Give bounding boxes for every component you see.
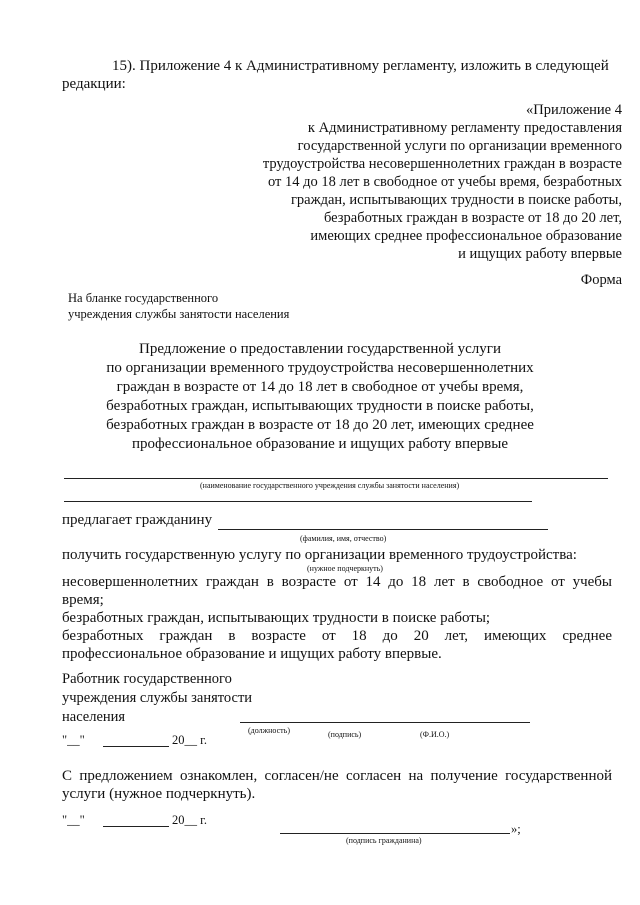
fio-caption: (фамилия, имя, отчество) (300, 534, 387, 543)
option-minors-line-1: несовершеннолетних граждан в возрасте от 14 до 18 лет в свободное от учебы (62, 574, 612, 590)
institution-name-line-2 (64, 501, 532, 502)
option-young-unemployed-line-2: профессиональное образование и ищущих работу впервые. (62, 646, 442, 662)
title-line: безработных граждан, испытывающих трудности в поиске работы, (106, 398, 534, 414)
title-line: Предложение о предоставлении государственной услуги (139, 341, 501, 357)
citizen-signature-line (280, 833, 510, 834)
institution-name-line (64, 478, 608, 479)
option-unemployed: безработных граждан, испытывающих трудности в поиске работы; (62, 610, 491, 626)
institution-caption: (наименование государственного учреждения службы занятости населения) (200, 481, 460, 490)
title-line: безработных граждан в возрасте от 18 до 20 лет, имеющих среднее (106, 417, 534, 433)
appendix-header-line: к Административному регламенту предоставления (307, 120, 622, 136)
title-line: по организации временного трудоустройства несовершеннолетних (106, 360, 534, 376)
date-day-2: "__" (62, 813, 85, 827)
citizen-signature-caption: (подпись гражданина) (346, 836, 422, 845)
appendix-header-line: имеющих среднее профессиональное образование (310, 228, 622, 244)
worker-label (62, 670, 252, 727)
document-title (100, 340, 540, 454)
appendix-header-line: от 14 до 18 лет в свободное от учебы время, безработных (267, 174, 622, 190)
fio-short-caption: (Ф.И.О.) (420, 730, 450, 739)
worker-label-line: населения (62, 709, 126, 725)
form-label: Форма (580, 272, 622, 288)
date-day-1: "__" (62, 733, 85, 747)
signature-caption: (подпись) (328, 730, 362, 739)
title-line: граждан в возрасте от 14 до 18 лет в свободное от учебы время, (116, 379, 524, 395)
position-caption: (должность) (248, 726, 290, 735)
letterhead (68, 290, 289, 322)
consent-line-1: С предложением ознакомлен, согласен/не согласен на получение государственной (62, 768, 612, 784)
date-month-line-1 (103, 746, 169, 747)
option-minors-line-2: время; (62, 592, 104, 608)
date-year-2: 20__ г. (172, 813, 207, 827)
appendix-header-line: граждан, испытывающих трудности в поиске работы, (290, 192, 622, 208)
consent-line-2: услуги (нужное подчеркнуть). (62, 786, 256, 802)
letterhead-line: учреждения службы занятости населения (68, 307, 290, 321)
worker-label-line: учреждения службы занятости (62, 690, 253, 706)
date-year-1: 20__ г. (172, 733, 207, 747)
appendix-header (263, 101, 622, 263)
appendix-header-line: государственной услуги по организации временного (297, 138, 622, 154)
offers-label: предлагает гражданину (62, 512, 213, 528)
appendix-header-line: «Приложение 4 (526, 102, 622, 118)
letterhead-line: На бланке государственного (68, 291, 219, 305)
intro-line-1: 15). Приложение 4 к Административному регламенту, изложить в следующей (112, 58, 609, 74)
title-line: профессиональное образование и ищущих работу впервые (132, 436, 508, 452)
citizen-name-line (218, 529, 548, 530)
appendix-header-line: трудоустройства несовершеннолетних граждан в возрасте (262, 156, 622, 172)
worker-label-line: Работник государственного (62, 671, 232, 687)
intro-line-2: редакции: (62, 76, 126, 92)
closing-quote: »; (511, 822, 521, 836)
underline-caption: (нужное подчеркнуть) (307, 564, 383, 573)
receive-service-text: получить государственную услугу по организации временного трудоустройства: (62, 547, 577, 563)
appendix-header-line: и ищущих работу впервые (458, 246, 622, 262)
appendix-header-line: безработных граждан в возрасте от 18 до 20 лет, (324, 210, 622, 226)
option-young-unemployed-line-1: безработных граждан в возрасте от 18 до 20 лет, имеющих среднее (62, 628, 612, 644)
worker-signature-line (240, 722, 530, 723)
date-month-line-2 (103, 826, 169, 827)
